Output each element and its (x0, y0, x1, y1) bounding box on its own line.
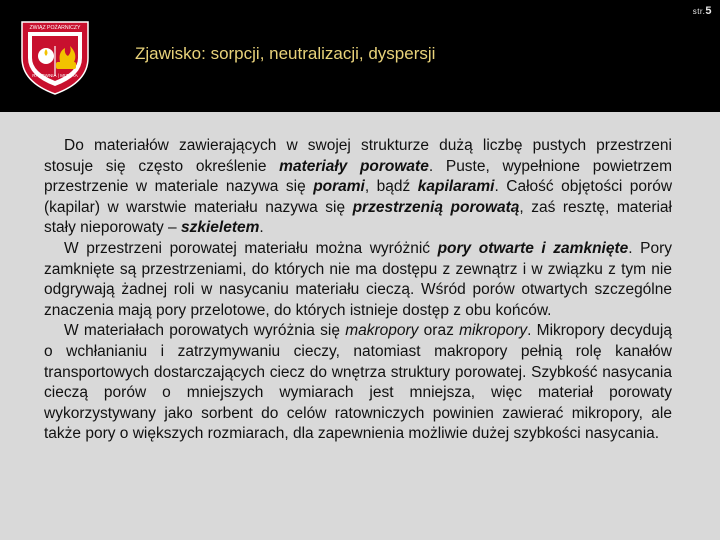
term-micropores: mikropory (459, 322, 528, 340)
slide-header (0, 0, 720, 112)
term-macropores: makropory (345, 322, 419, 340)
slide-title: Zjawisko: sorpcji, neutralizacji, dyspersji (135, 44, 436, 63)
text-span: , zaś resztę, materiał stały nieporowaty – (44, 198, 672, 237)
text-span: , bądź (364, 178, 418, 196)
text-span: Do materiałów zawierających w swojej strukturze dużą liczbę pustych przestrzeni stosuje się często określenie (44, 137, 672, 175)
paragraph-macro-micro-pores (44, 321, 672, 445)
text-span: . (259, 219, 264, 237)
fire-brigade-logo (18, 18, 92, 96)
term-pores: porami (313, 178, 365, 196)
page-number-prefix: str. (692, 7, 706, 16)
text-span: . Mikropory decydują o wchłanianiu i zatrzymywaniu cieczy, natomiast makropory pełnią rolę kanałów transportowych dostarczających ciecz do wnętrza struktury porowatej. Szybkość nasycania cieczą porów o mniejszych wymiarach jest mniejsza, więc materiał porowaty wykorzystywany jako sorbent do celów ratowniczych powinien zawierać mikropory, ale także pory o większych rozmiarach, dla zapewnienia możliwie dużej szybkości nasycania. (44, 322, 672, 443)
logo-top-text: ZWIĄZ POŻARNICZY (29, 25, 81, 31)
text-span: oraz (418, 322, 460, 340)
content-panel (0, 112, 720, 540)
term-capillaries: kapilarami (417, 178, 495, 196)
term-porous-space: przestrzenią porowatą (352, 198, 520, 216)
logo-bottom-text: RATOWNIA | MIZDRA (32, 73, 78, 78)
paragraph-open-closed-pores (44, 239, 672, 321)
body-text (44, 136, 672, 445)
term-open-closed-pores: pory otwarte i zamknięte (437, 239, 629, 257)
term-skeleton: szkieletem (181, 219, 260, 237)
page-number (693, 5, 712, 17)
text-span: . Puste, wypełnione powietrzem przestrzenie w materiale nazywa się (44, 157, 672, 196)
text-span: W przestrzeni porowatej materiału można wyróżnić (64, 239, 438, 257)
paragraph-porous-materials (44, 136, 672, 239)
text-span: . Całość objętości porów (kapilar) w warstwie materiału nazywa się (44, 178, 673, 216)
page-number-value: 5 (705, 5, 712, 17)
term-porous-materials: materiały porowate (279, 157, 429, 175)
text-span: W materiałach porowatych wyróżnia się (64, 322, 346, 340)
text-span: . Pory zamknięte są przestrzeniami, do których nie ma dostępu z zewnątrz i w związku z tym nie odgrywają żadnej roli w nasycaniu materiału cieczą. Wśród porów otwartych szczególne znaczenia mają pory przelotowe, do których istnieje dostęp z obu końców. (44, 239, 673, 319)
